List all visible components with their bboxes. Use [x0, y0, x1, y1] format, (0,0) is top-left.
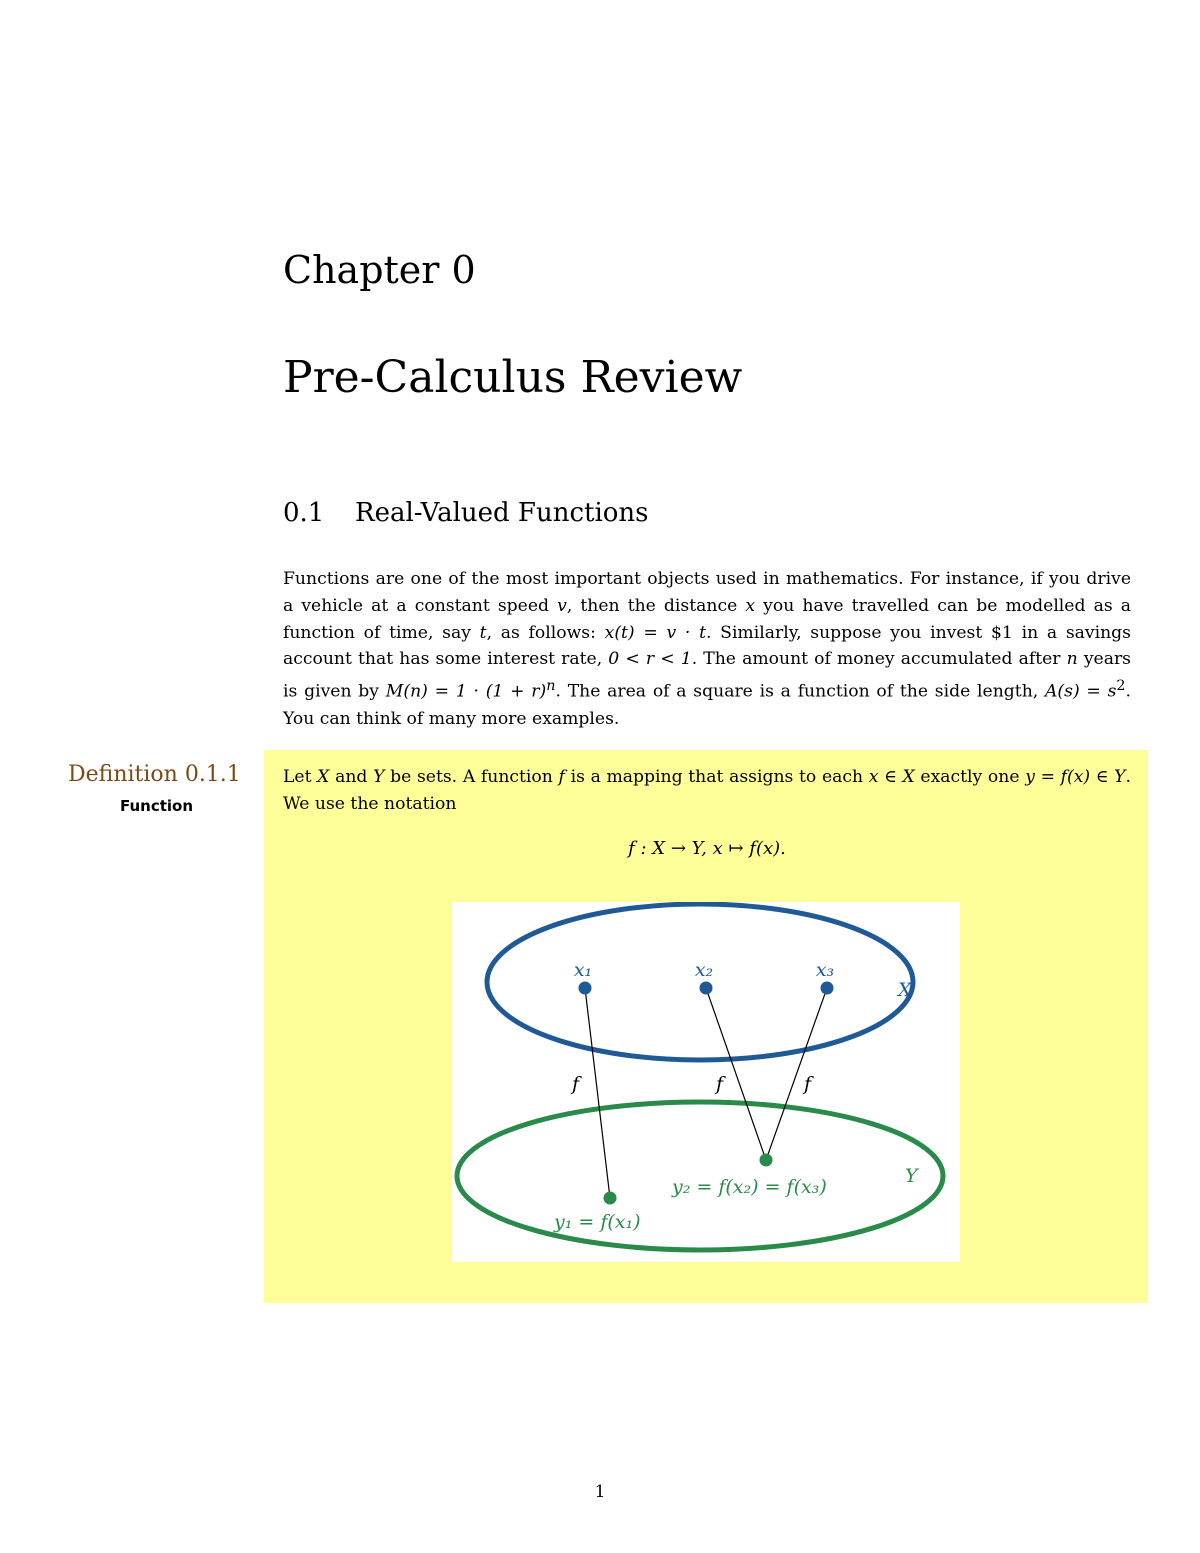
domain-set-label: X	[898, 979, 912, 1001]
definition-label: Definition 0.1.1	[68, 762, 241, 787]
image-label-1: y₁ = f(x₁)	[554, 1211, 641, 1233]
chapter-label: Chapter 0	[283, 248, 476, 292]
arrow-label-3: f	[804, 1073, 812, 1095]
map-line-1	[585, 988, 610, 1198]
definition-name: Function	[120, 797, 194, 815]
page-number: 1	[594, 1482, 606, 1502]
domain-set-ellipse	[487, 904, 913, 1060]
mapping-svg	[452, 902, 960, 1262]
domain-point-1	[579, 982, 592, 995]
section-title: Real-Valued Functions	[355, 498, 649, 528]
definition-display-equation: f : X → Y, x ↦ f(x).	[628, 838, 786, 859]
definition-text: Let X and Y be sets. A function f is a mapping that assigns to each x ∈ X exactly one y = f(x) ∈ Y. We use the notation	[283, 767, 1131, 814]
codomain-set-label: Y	[905, 1165, 918, 1187]
section-heading	[283, 498, 649, 528]
domain-point-2	[700, 982, 713, 995]
function-mapping-diagram	[452, 902, 960, 1262]
domain-point-label-2: x₂	[694, 959, 714, 981]
map-line-3	[766, 988, 827, 1160]
arrow-label-2: f	[716, 1073, 724, 1095]
map-line-2	[706, 988, 766, 1160]
intro-paragraph: Functions are one of the most important objects used in mathematics. For instance, if you drive a vehicle at a constant speed v, then the distance x you have travelled can be modelled as a function of time, say t, as follows: x(t) = v · t. Similarly, suppose you invest $1 in a savings account that has some interest rate, 0 < r < 1. The amount of money accumulated after n years is given by $M(n) = 1 \cdot (1 + r)^n$. The area of a square is a function of the side length, $A(s) = s^2$. You can think of many more examples.	[283, 569, 1132, 729]
arrow-label-1: f	[572, 1073, 580, 1095]
image-label-2: y₂ = f(x₂) = f(x₃)	[672, 1176, 827, 1198]
image-point-2	[760, 1154, 773, 1167]
chapter-title: Pre-Calculus Review	[283, 352, 743, 403]
domain-point-label-1: x₁	[573, 959, 593, 981]
section-number: 0.1	[283, 498, 325, 528]
image-point-1	[604, 1192, 617, 1205]
domain-point-3	[821, 982, 834, 995]
domain-point-label-3: x₃	[815, 959, 835, 981]
